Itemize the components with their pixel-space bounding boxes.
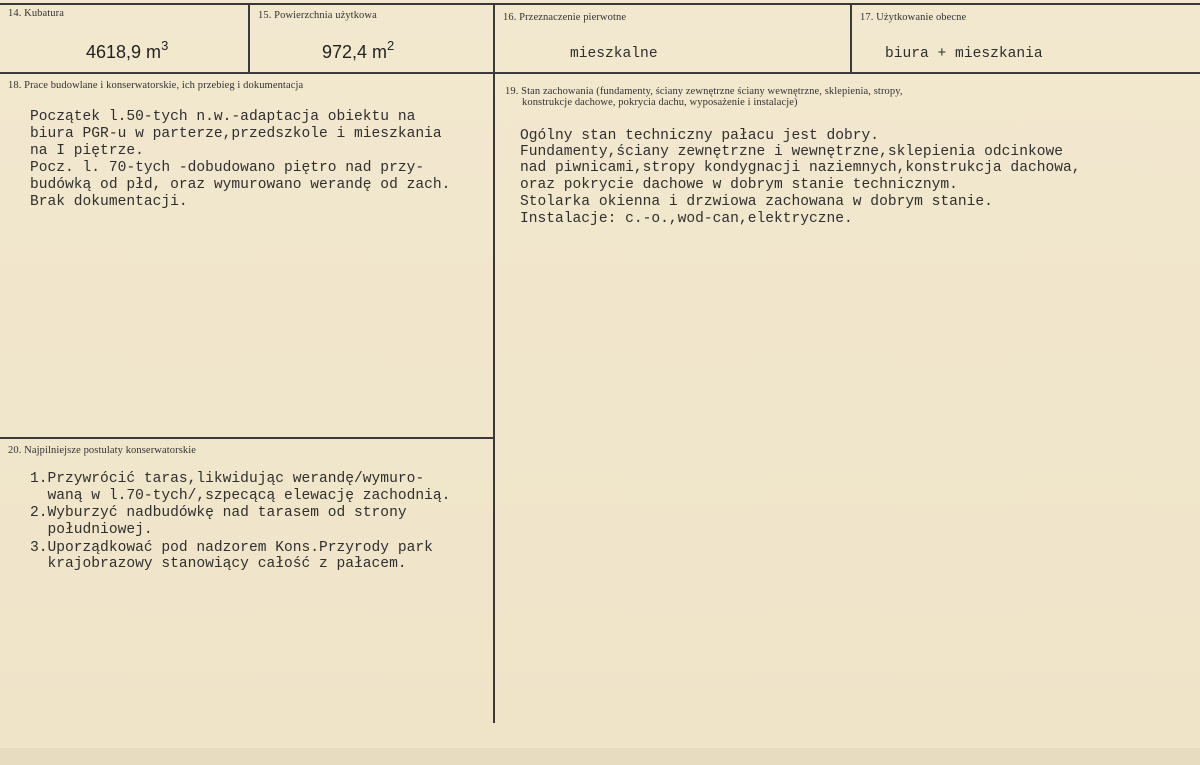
uzytkowanie-label: 17. Użytkowanie obecne	[860, 12, 967, 23]
prace-line: budówką od płd, oraz wymurowano werandę od zach.	[30, 177, 451, 193]
prace-line: na I piętrze.	[30, 143, 144, 159]
stan-line: oraz pokrycie dachowe w dobrym stanie technicznym.	[520, 177, 958, 193]
top-edge-line	[0, 3, 1200, 5]
postulaty-line: 1.Przywrócić taras,likwidując werandę/wymuro-	[30, 471, 425, 487]
prace-line: Początek l.50-tych n.w.-adaptacja obiektu na	[30, 109, 416, 125]
col-divider-3	[850, 3, 852, 73]
stan-line: nad piwnicami,stropy kondygnacji naziemnych,konstrukcja dachowa,	[520, 160, 1081, 176]
uzytkowanie-value: biura + mieszkania	[885, 46, 1043, 62]
col-divider-1	[248, 3, 250, 73]
prace-line: Brak dokumentacji.	[30, 194, 188, 210]
postulaty-label: 20. Najpilniejsze postulaty konserwatorskie	[8, 445, 197, 456]
postulaty-line: 3.Uporządkować pod nadzorem Kons.Przyrody park	[30, 540, 433, 556]
stan-label-line1: 19. Stan zachowania (fundamenty, ściany zewnętrzne ściany wewnętrzne, sklepienia, stropy,	[505, 86, 903, 97]
powierzchnia-value: 972,4 $m^2$	[322, 38, 395, 62]
kubatura-value: 4618,9 $m^3$	[86, 38, 169, 62]
stan-line: Stolarka okienna i drzwiowa zachowana w dobrym stanie.	[520, 194, 993, 210]
prace-line: Pocz. l. 70-tych -dobudowano piętro nad przy-	[30, 160, 425, 176]
kubatura-label: 14. Kubatura	[8, 8, 65, 19]
stan-line: Instalacje: c.-o.,wod-can,elektryczne.	[520, 211, 853, 227]
prace-label: 18. Prace budowlane i konserwatorskie, ich przebieg i dokumentacja	[8, 80, 304, 91]
przeznaczenie-value: mieszkalne	[570, 46, 658, 62]
stan-line: Ogólny stan techniczny pałacu jest dobry.	[520, 128, 880, 144]
powierzchnia-label: 15. Powierzchnia użytkowa	[258, 10, 377, 21]
prace-line: biura PGR-u w parterze,przedszkole i mieszkania	[30, 126, 442, 142]
postulaty-line: południowej.	[30, 522, 153, 538]
section-20-top-line	[0, 437, 494, 439]
col-divider-2	[493, 3, 495, 723]
postulaty-line: waną w l.70-tych/,szpecącą elewację zachodnią.	[30, 488, 451, 504]
paper-bottom-edge	[0, 748, 1200, 765]
stan-label-line2: konstrukcje dachowe, pokrycia dachu, wyposażenie i instalacje)	[522, 97, 798, 108]
postulaty-line: 2.Wyburzyć nadbudówkę nad tarasem od strony	[30, 505, 407, 521]
postulaty-line: krajobrazowy stanowiący całość z pałacem.	[30, 556, 407, 572]
przeznaczenie-label: 16. Przeznaczenie pierwotne	[503, 12, 627, 23]
row1-divider	[0, 72, 1200, 74]
stan-line: Fundamenty,ściany zewnętrzne i wewnętrzne,sklepienia odcinkowe	[520, 144, 1063, 160]
